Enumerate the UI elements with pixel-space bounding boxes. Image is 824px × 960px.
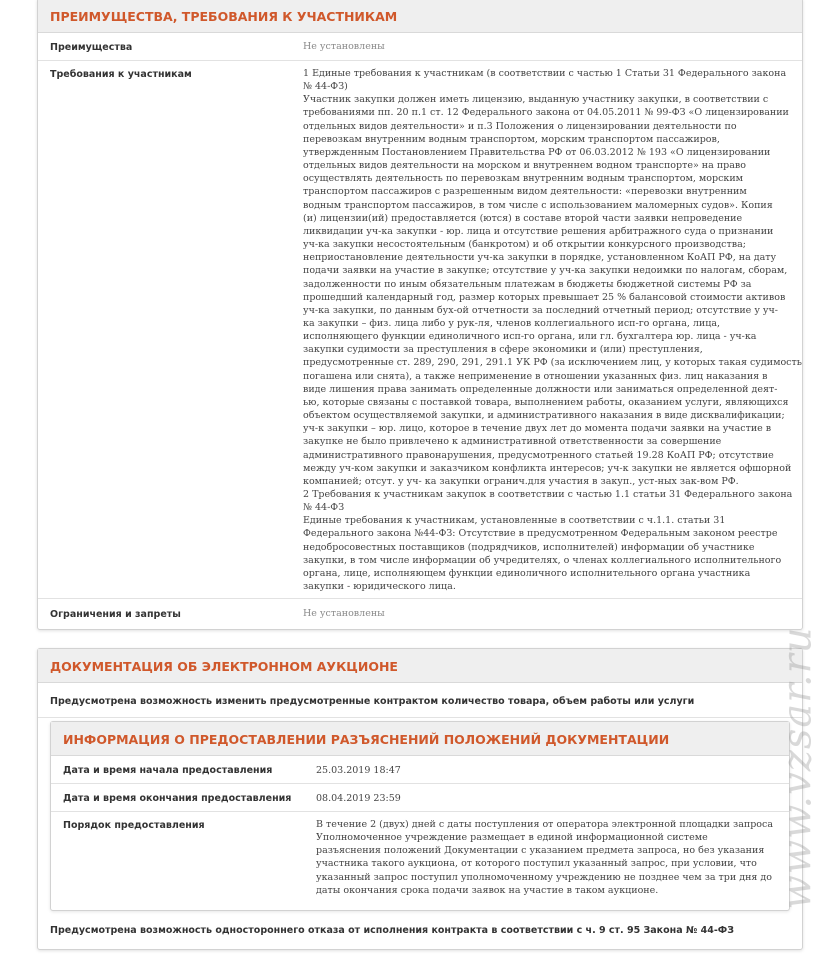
row-label: Дата и время окончания предоставления xyxy=(63,793,292,804)
text-line: 1 Единые требования к участникам (в соответствии с частью 1 Статьи 31 Федерального закона xyxy=(303,68,787,79)
text-line: отдельных видов деятельности на морском и внутреннем водном транспорте» на право xyxy=(303,160,746,172)
text-line: требованиями пп. 20 п.1 ст. 12 Федерального закона от 04.05.2011 № 99-ФЗ «О лицензировании xyxy=(303,107,789,119)
text-line: ка закупки – физ. лица либо у рук-ля, членов коллегиального исп-го органа, лица, xyxy=(303,317,721,329)
row-advantages xyxy=(38,33,802,61)
text-line: Федерального закона №44-ФЗ: Отсутствие в предусмотренном Федеральным законом реестре xyxy=(303,528,778,540)
text-line: исполняющего функции единоличного исп-го органа, или гл. бухгалтера юр. лица - уч-ка xyxy=(303,331,757,343)
row-start-date xyxy=(51,756,789,784)
procedure-text xyxy=(316,818,786,897)
row-value: Не установлены xyxy=(303,608,385,619)
row-participant-requirements xyxy=(38,61,802,599)
row-procedure xyxy=(51,812,789,910)
text-line: ью, которые связаны с поставкой товара, выполнением работы, оказанием услуги, являющихся xyxy=(303,396,789,408)
text-line: Уполномоченное учреждение размещает в единой информационной системе xyxy=(316,832,708,844)
text-line: № 44-ФЗ xyxy=(303,502,345,514)
text-line: подачи заявки на участие в закупке; отсутствие у уч-ка закупки недоимки по налогам, сборам, xyxy=(303,265,788,277)
text-line: уч-ка закупки, по данным бух-ой отчетности за последний отчетный период; отсутствие у уч- xyxy=(303,304,779,316)
text-line: транспортом пассажиров с разрешенным видом деятельности: «перевозки внутренним xyxy=(303,186,747,198)
text-line: неприостановление деятельности уч-ка закупки в порядке, установленном КоАП РФ, на дату xyxy=(303,252,777,264)
text-line: закупки - юридического лица. xyxy=(303,581,456,593)
text-line: объектом осуществляемой закупки, и административного наказания в виде дисквалификации; xyxy=(303,410,785,422)
section-title-requirements: ПРЕИМУЩЕСТВА, ТРЕБОВАНИЯ К УЧАСТНИКАМ xyxy=(38,0,802,33)
text-line: недобросовестных поставщиков (подрядчиков, исполнителей) информации об участнике xyxy=(303,541,755,553)
row-label: Требования к участникам xyxy=(50,69,192,80)
row-value: Не установлены xyxy=(303,41,385,52)
row-label: Ограничения и запреты xyxy=(50,609,181,620)
text-line: даты окончания срока подачи заявок на участие в таком аукционе. xyxy=(316,884,659,896)
text-line: уч-ка закупки несостоятельным (банкротом) и об открытии конкурсного производства; xyxy=(303,239,746,251)
section-title-documentation: ДОКУМЕНТАЦИЯ ОБ ЭЛЕКТРОННОМ АУКЦИОНЕ xyxy=(38,649,802,683)
text-line: погашена или снята), а также неприменение в отношении указанных физ. лиц наказания в xyxy=(303,370,768,382)
text-line: отдельных видов деятельности» и п.3 Положения о лицензировании деятельности по xyxy=(303,120,737,132)
row-label: Дата и время начала предоставления xyxy=(63,765,273,776)
row-label: Преимущества xyxy=(50,42,133,53)
text-line: В течение 2 (двух) дней с даты поступления от оператора электронной площадки запроса xyxy=(316,819,773,830)
text-line: 2 Требования к участникам закупок в соответствии с частью 1.1 статьи 31 Федерального закона xyxy=(303,489,793,500)
text-line: закупки судимости за преступления в сфере экономики и (или) преступления, xyxy=(303,344,703,356)
text-line: указанный запрос поступил уполномоченному учреждению не позднее чем за три дня до xyxy=(316,871,773,883)
advantages-requirements-panel xyxy=(37,0,803,630)
text-line: Участник закупки должен иметь лицензию, выданную участнику закупки, в соответствии с xyxy=(303,94,769,106)
row-value: 25.03.2019 18:47 xyxy=(316,765,401,776)
text-line: закупки, в том числе информации об учредителях, о членах коллегиального исполнительного xyxy=(303,554,782,566)
text-line: административного правонарушения, предусмотренного статьей 19.28 КоАП РФ; отсутствие xyxy=(303,449,774,461)
text-line: органа, лице, исполняющем функции единоличного исполнительного органа участника xyxy=(303,567,751,579)
text-line: осуществлять деятельность по перевозкам внутренним водным транспортом, морским xyxy=(303,173,744,185)
text-line: задолженности по иным обязательным платежам в бюджеты бюджетной системы РФ за xyxy=(303,278,752,290)
watermark xyxy=(775,598,821,938)
clarification-info-panel xyxy=(50,721,790,911)
row-label: Порядок предоставления xyxy=(63,820,205,831)
row-value: 08.04.2019 23:59 xyxy=(316,793,401,804)
requirements-text xyxy=(303,67,802,593)
text-line: прошедший календарный год, размер которых превышает 25 % балансовой стоимости активов xyxy=(303,291,786,303)
note-unilateral-refusal: Предусмотрена возможность одностороннего отказа от исполнения контракта в соответствии с ч. 9 ст. 95 Закона № 44-ФЗ xyxy=(50,925,734,936)
text-line: уч-к закупки – юр. лицо, которое в течение двух лет до момента подачи заявки на участие в xyxy=(303,423,772,435)
text-line: (и) лицензии(ий) предоставляется (ются) в составе второй части заявки непроведение xyxy=(303,212,743,224)
text-line: № 44-ФЗ) xyxy=(303,81,348,93)
text-line: водным транспортом пассажиров, в том числе с использованием маломерных судов». Копия xyxy=(303,199,773,211)
note-quantity-change: Предусмотрена возможность изменить предусмотренные контрактом количество товара, объем работы или услуги xyxy=(50,696,695,707)
text-line: ликвидации уч-ка закупки - юр. лица и отсутствие решения арбитражного суда о признании xyxy=(303,225,774,237)
text-line: виде лишения права занимать определенные должности или заниматься определенной деят- xyxy=(303,383,778,395)
text-line: перевозкам внутренним водным транспортом, морским транспортом пассажиров, xyxy=(303,133,720,145)
row-end-date xyxy=(51,784,789,812)
auction-documentation-panel xyxy=(37,648,803,950)
row-restrictions xyxy=(38,599,802,629)
text-line: компанией; отсут. у уч- ка закупки огранич.для участия в закуп., уст-ных зак-вом РФ. xyxy=(303,475,739,487)
watermark-text: www.vzsar.ru xyxy=(775,626,821,910)
text-line: между уч-ком закупки и заказчиком конфликта интересов; уч-к закупки не является офшорной xyxy=(303,462,792,474)
text-line: участника такого аукциона, от которого поступил указанный запрос, при условии, что xyxy=(316,858,757,870)
text-line: закупке не было привлечено к административной ответственности за совершение xyxy=(303,436,722,448)
section-title-clarifications: ИНФОРМАЦИЯ О ПРЕДОСТАВЛЕНИИ РАЗЪЯСНЕНИЙ ПОЛОЖЕНИЙ ДОКУМЕНТАЦИИ xyxy=(51,722,789,756)
text-line: Единые требования к участникам, установленные в соответствии с ч.1.1. статьи 31 xyxy=(303,515,726,527)
text-line: разъяснения положений Документации с указанием предмета запроса, но без указания xyxy=(316,845,765,857)
text-line: предусмотренные ст. 289, 290, 291, 291.1 УК РФ (за исключением лиц, у которых такая судимость xyxy=(303,357,802,369)
text-line: утвержденным Постановлением Правительства РФ от 06.03.2012 № 193 «О лицензировании xyxy=(303,146,771,158)
